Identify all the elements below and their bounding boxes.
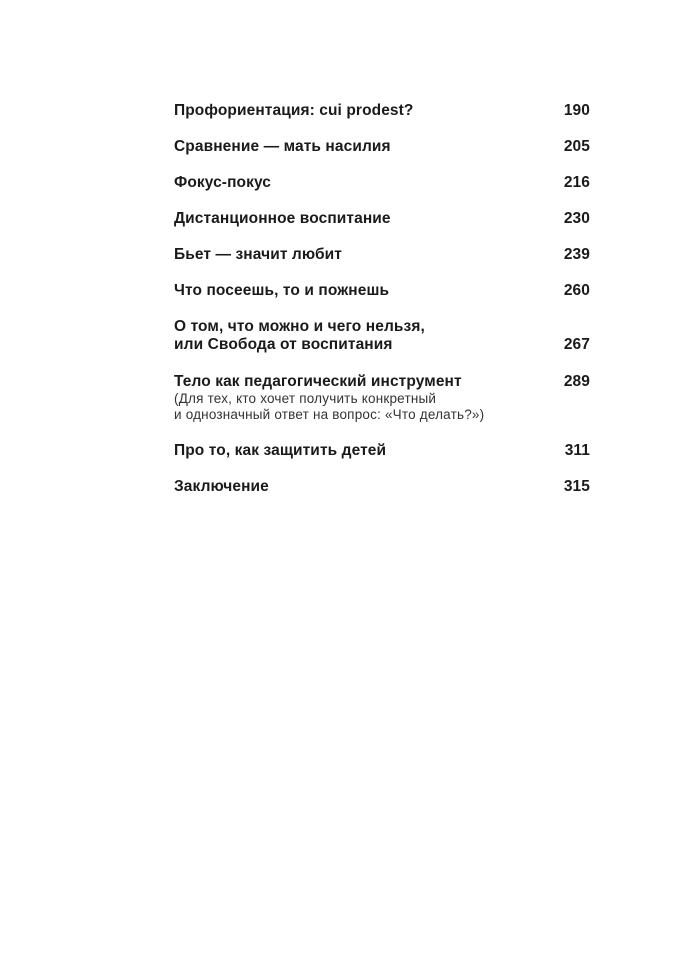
- toc-entry-title: Дистанционное воспитание: [174, 210, 391, 227]
- toc-entry-page: 190: [563, 102, 590, 119]
- toc-entry-page: 216: [563, 174, 590, 191]
- toc-entry: [174, 210, 590, 228]
- toc-entry: [174, 373, 590, 423]
- toc-entry-title: Тело как педагогический инструмент: [174, 373, 462, 390]
- toc-entry-page: 230: [563, 210, 590, 227]
- toc-entry-page: 260: [563, 282, 590, 299]
- toc-entry-title-line: или Свобода от воспитания: [174, 336, 393, 353]
- toc-entry: [174, 478, 590, 496]
- toc-entry-title-line: О том, что можно и чего нельзя,: [174, 318, 425, 335]
- toc-entry-page: 239: [563, 246, 590, 263]
- toc-entry-page: 267: [563, 336, 590, 353]
- toc-entry-title: Бьет — значит любит: [174, 246, 342, 263]
- toc-entry: [174, 282, 590, 300]
- toc-entry-page: 311: [564, 442, 590, 459]
- toc-entry-note: (Для тех, кто хочет получить конкретный: [174, 391, 437, 406]
- toc-entry: [174, 318, 590, 354]
- toc-entry: [174, 138, 590, 156]
- toc-entry: [174, 102, 590, 120]
- toc-entry-title: Сравнение — мать насилия: [174, 138, 391, 155]
- toc-entry-page: 289: [563, 373, 590, 390]
- toc-entry-title: Профориентация: cui prodest?: [174, 102, 414, 119]
- toc-entry-title: [174, 318, 425, 354]
- toc-entry-page: 315: [563, 478, 590, 495]
- toc-entry: [174, 174, 590, 192]
- toc-entry-title-block: [174, 373, 484, 423]
- toc-entry-note: и однозначный ответ на вопрос: «Что делать?»): [174, 407, 485, 422]
- toc-entry-title: Что посеешь, то и пожнешь: [174, 282, 390, 299]
- toc-entry-page: 205: [563, 138, 590, 155]
- toc-entry-title: Фокус-покус: [174, 174, 272, 191]
- toc-entry: [174, 442, 590, 460]
- toc-entry: [174, 246, 590, 264]
- toc-entry-title: Заключение: [174, 478, 269, 495]
- toc-entry-title: Про то, как защитить детей: [174, 442, 387, 459]
